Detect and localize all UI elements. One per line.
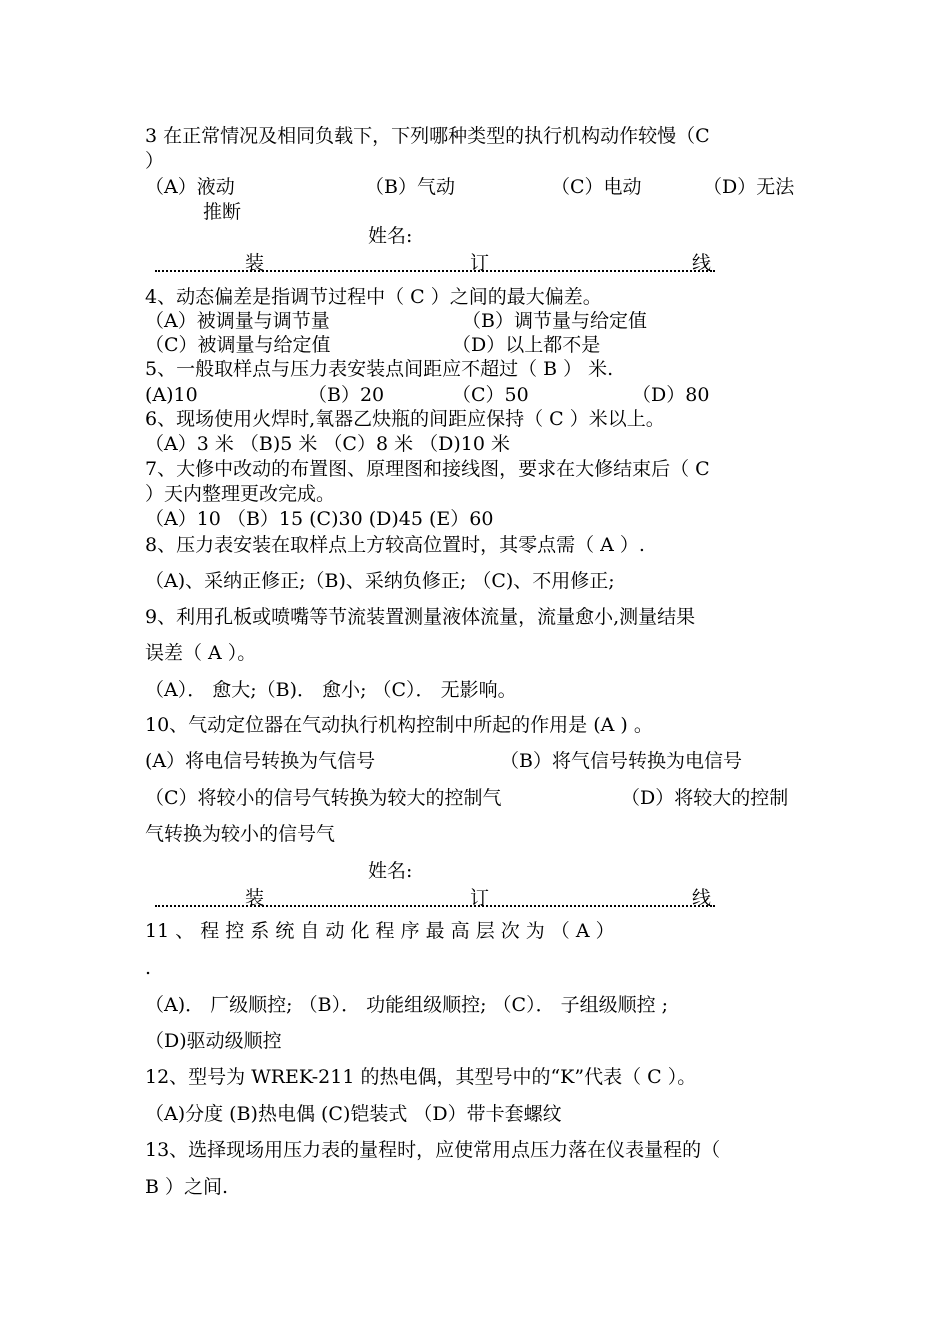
q3-option-d: （D）无法 [703, 176, 795, 198]
q4-option-b: （B）调节量与给定值 [462, 310, 647, 332]
q11-stem-cont: . [145, 957, 152, 979]
q13-stem-cont: B ）之间. [145, 1176, 229, 1198]
binding-char-xian: 线 [692, 887, 712, 909]
q5-option-c: （C）50 [452, 384, 529, 406]
q3-option-c: （C）电动 [551, 176, 642, 198]
binding-line [155, 225, 715, 274]
q3-stem-cont: ） [145, 150, 165, 172]
dotted-line [155, 270, 715, 272]
q4-stem: 4、动态偏差是指调节过程中（ C ）之间的最大偏差。 [145, 286, 602, 308]
q9-stem-cont: 误差（ A ）。 [145, 642, 257, 664]
q6-options: （A）3 米 （B)5 米 （C）8 米 （D)10 米 [145, 433, 510, 455]
q9-stem: 9、利用孔板或喷嘴等节流装置测量液体流量，流量愈小,测量结果 [145, 606, 696, 628]
q10-option-d-cont: 气转换为较小的信号气 [145, 823, 336, 845]
q4-option-a: （A）被调量与调节量 [145, 310, 330, 332]
q6-stem: 6、现场使用火焊时,氧器乙炔瓶的间距应保持（ C ）米以上。 [145, 408, 665, 430]
name-label: 姓名: [368, 225, 413, 247]
binding-char-xian: 线 [692, 252, 712, 274]
q10-option-b: （B）将气信号转换为电信号 [500, 750, 742, 772]
q12-options: （A)分度 (B)热电偶 (C)铠装式 （D）带卡套螺纹 [145, 1103, 562, 1125]
q7-stem-cont: ）天内整理更改完成。 [145, 483, 336, 505]
q5-option-a: (A)10 [145, 384, 198, 406]
binding-char-ding: 订 [470, 887, 490, 909]
q7-stem: 7、大修中改动的布置图、原理图和接线图，要求在大修结束后（ C [145, 458, 710, 480]
q7-options: （A）10 （B）15 (C)30 (D)45 (E）60 [145, 508, 494, 530]
q11-stem: 11 、 程 控 系 统 自 动 化 程 序 最 高 层 次 为 （ A ） [145, 920, 615, 942]
q3-option-b: （B）气动 [365, 176, 455, 198]
q3-option-d-cont: 推断 [203, 201, 242, 223]
q10-option-a: (A）将电信号转换为气信号 [145, 750, 376, 772]
q5-stem: 5、一般取样点与压力表安装点间距应不超过（ B ） 米. [145, 358, 614, 380]
q5-option-b: （B）20 [308, 384, 385, 406]
q4-option-d: （D）以上都不是 [452, 334, 601, 356]
q3-option-a: （A）液动 [145, 176, 235, 198]
q10-stem: 10、气动定位器在气动执行机构控制中所起的作用是 (A ) 。 [145, 714, 653, 736]
q13-stem: 13、选择现场用压力表的量程时，应使常用点压力落在仪表量程的（ [145, 1139, 721, 1161]
q3-stem: 3 在正常情况及相同负载下，下列哪种类型的执行机构动作较慢（C [145, 125, 710, 147]
q5-option-d: （D）80 [632, 384, 710, 406]
binding-char-ding: 订 [470, 252, 490, 274]
q8-stem: 8、压力表安装在取样点上方较高位置时，其零点需（ A ）. [145, 534, 645, 556]
binding-char-zhuang: 装 [245, 887, 265, 909]
q11-options: （A)． 厂级顺控; （B）． 功能组级顺控; （C）． 子组级顺控 ; [145, 994, 669, 1016]
q10-option-d: （D）将较大的控制 [621, 787, 789, 809]
binding-char-zhuang: 装 [245, 252, 265, 274]
q8-options: （A)、采纳正修正;（B)、采纳负修正; （C)、不用修正; [145, 570, 615, 592]
q10-option-c: （C）将较小的信号气转换为较大的控制气 [145, 787, 502, 809]
name-label: 姓名: [368, 860, 413, 882]
dotted-line [155, 905, 715, 907]
binding-line [155, 860, 715, 909]
q11-options-cont: （D)驱动级顺控 [145, 1030, 282, 1052]
q9-options: （A）． 愈大;（B)． 愈小; （C）． 无影响。 [145, 679, 517, 701]
q4-option-c: （C）被调量与给定值 [145, 334, 331, 356]
q12-stem: 12、型号为 WREK-211 的热电偶，其型号中的“K”代表（ C ）。 [145, 1066, 697, 1088]
